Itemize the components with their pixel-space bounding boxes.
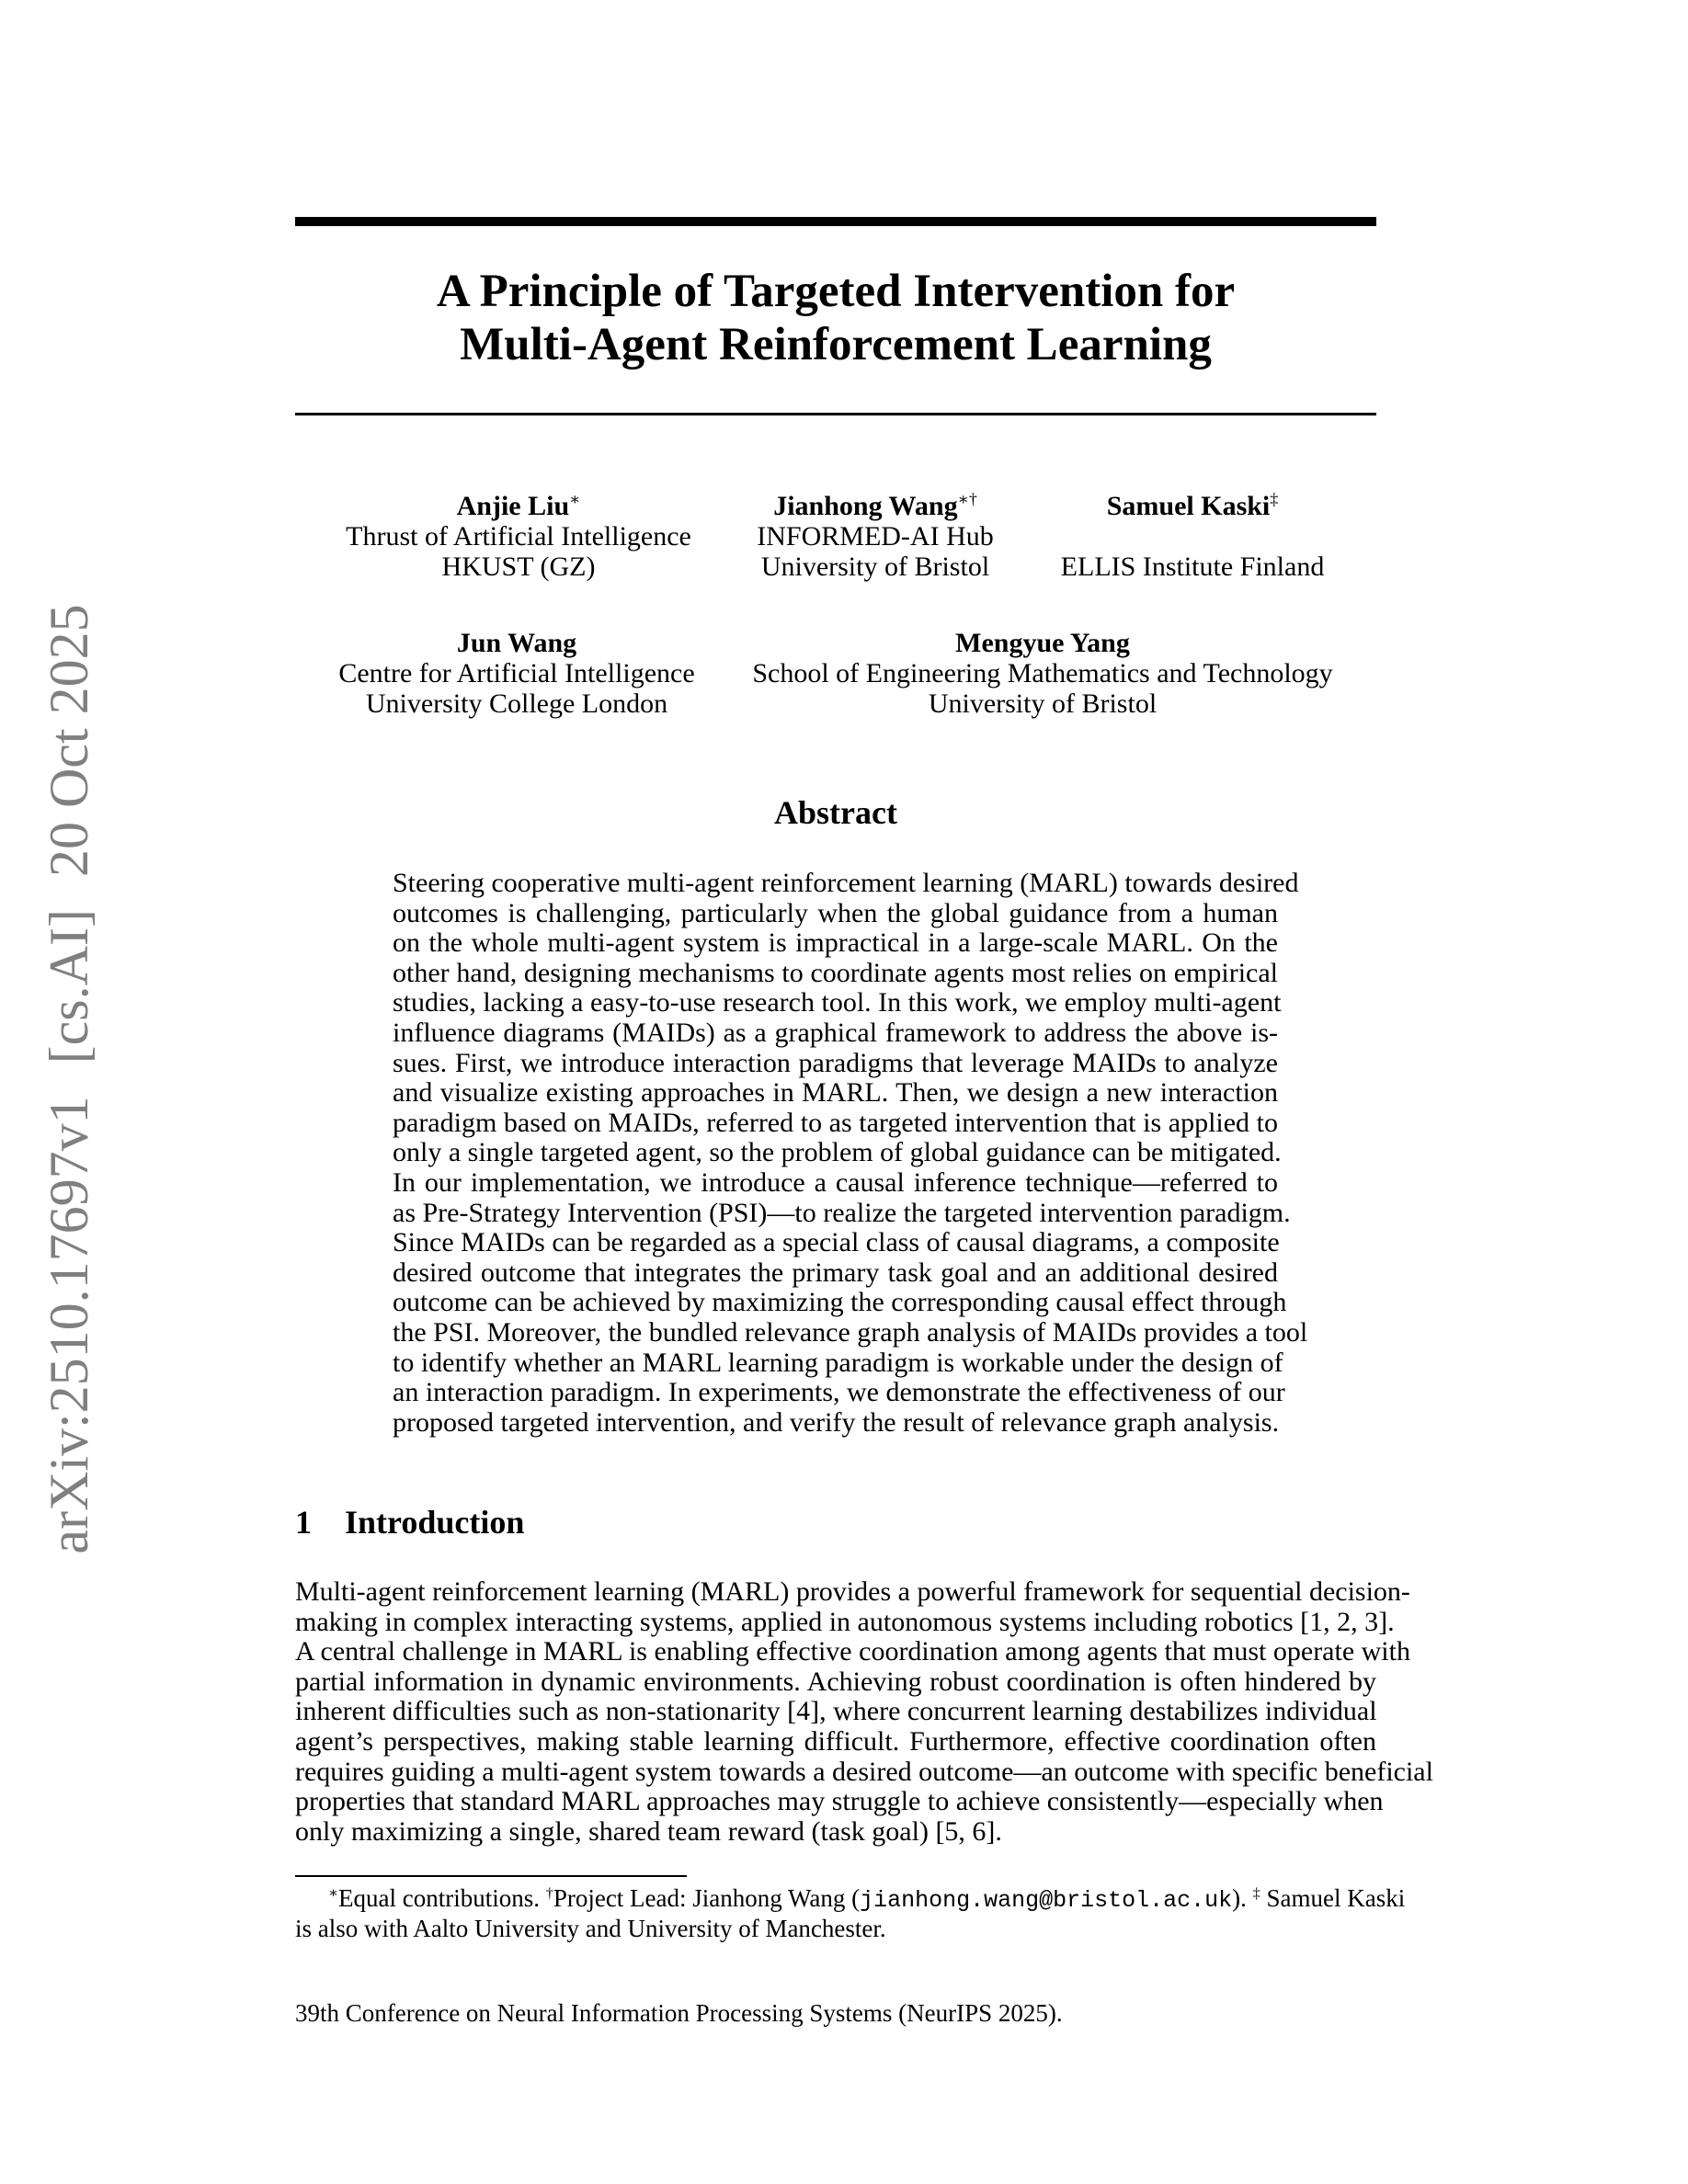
author-name: Anjie Liu: [456, 491, 570, 521]
author-block: [338, 628, 694, 719]
text-line: only maximizing a single, shared team reward (task goal) [5, 6].: [295, 1815, 1002, 1847]
text-line: partial information in dynamic environments. Achieving robust coordination is often hindered by: [295, 1666, 1376, 1697]
author-mark: ‡: [1270, 490, 1279, 509]
text-line: outcome can be achieved by maximizing the corresponding causal effect through: [393, 1287, 1287, 1318]
footnote-rule: [295, 1875, 687, 1877]
text-line: Steering cooperative multi-agent reinforcement learning (MARL) towards desired: [393, 868, 1299, 898]
text-line: properties that standard MARL approaches may struggle to achieve consistently—especially when: [295, 1786, 1384, 1817]
author-affiliation: University College London: [365, 688, 668, 719]
conference-notice: 39th Conference on Neural Information Processing Systems (NeurIPS 2025).: [295, 1999, 1063, 2027]
footnotes: [295, 1884, 1406, 1942]
text-line: inherent difficulties such as non-stationarity [4], where concurrent learning destabilizes individual: [295, 1696, 1377, 1727]
author-mark: ∗: [569, 490, 581, 509]
author-affiliation: INFORMED-AI Hub: [757, 521, 994, 552]
author-affiliation: University of Bristol: [760, 552, 990, 582]
title-line-1: A Principle of Targeted Intervention for: [436, 266, 1236, 317]
text-line: and visualize existing approaches in MARL. Then, we design a new interaction: [393, 1077, 1278, 1109]
paper-title: [295, 265, 1376, 371]
text-line: In our implementation, we introduce a causal inference technique—referred to: [393, 1166, 1278, 1198]
section-heading-introduction: [295, 1504, 524, 1541]
section-title: Introduction: [345, 1504, 525, 1541]
text-line: studies, lacking a easy-to-use research tool. In this work, we employ multi-agent: [393, 987, 1282, 1018]
author-affiliation: School of Engineering Mathematics and Technology: [752, 658, 1333, 688]
text-line: to identify whether an MARL learning paradigm is workable under the design of: [393, 1347, 1283, 1378]
title-bottom-rule: [295, 413, 1376, 415]
text-line: on the whole multi-agent system is impractical in a large-scale MARL. On the: [393, 927, 1278, 959]
footnote-text: Samuel Kaski: [1260, 1884, 1406, 1912]
author-block: [346, 491, 691, 582]
text-line: Since MAIDs can be regarded as a special class of causal diagrams, a composite: [393, 1227, 1280, 1258]
author-block: [1061, 491, 1325, 582]
author-affiliation: University of Bristol: [928, 688, 1158, 719]
footnote-text: ).: [1232, 1884, 1253, 1912]
author-affiliation: Centre for Artificial Intelligence: [338, 658, 695, 688]
text-line: making in complex interacting systems, applied in autonomous systems including robotics [1, 2, 3].: [295, 1606, 1395, 1637]
author-affiliation: HKUST (GZ): [441, 552, 596, 582]
footnote-text: Equal contributions.: [338, 1884, 546, 1912]
text-line: requires guiding a multi-agent system towards a desired outcome—an outcome with specific beneficial: [295, 1756, 1433, 1787]
footnote-line: is also with Aalto University and University of Manchester.: [295, 1915, 886, 1942]
text-line: outcomes is challenging, particularly when the global guidance from a human: [393, 897, 1278, 928]
text-line: agent’s perspectives, making stable learning difficult. Furthermore, effective coordination often: [295, 1725, 1376, 1757]
author-name: Jun Wang: [456, 628, 577, 658]
text-line: other hand, designing mechanisms to coordinate agents most relies on empirical: [393, 957, 1278, 988]
abstract-body: [393, 868, 1308, 1438]
arxiv-side-stamp: [41, 595, 97, 1563]
footnote-mark: ‡: [1252, 1884, 1260, 1902]
author-affiliation: Thrust of Artificial Intelligence: [346, 521, 691, 552]
footnote-text: Project Lead: Jianhong Wang (: [553, 1884, 861, 1912]
arxiv-id: arXiv:2510.17697v1: [39, 1096, 99, 1554]
title-line-2: Multi-Agent Reinforcement Learning: [460, 319, 1212, 370]
text-line: the PSI. Moreover, the bundled relevance graph analysis of MAIDs provides a tool: [393, 1316, 1308, 1348]
text-line: only a single targeted agent, so the problem of global guidance can be mitigated.: [393, 1137, 1282, 1168]
arxiv-category: [cs.AI]: [39, 909, 99, 1064]
email-link[interactable]: jianhong.wang@bristol.ac.uk: [860, 1887, 1233, 1914]
author-name: Samuel Kaski: [1106, 491, 1271, 521]
text-line: Multi-agent reinforcement learning (MARL) provides a powerful framework for sequential decision-: [295, 1576, 1410, 1607]
title-top-rule: [295, 217, 1376, 226]
text-line: an interaction paradigm. In experiments, we demonstrate the effectiveness of our: [393, 1377, 1285, 1408]
author-name: Jianhong Wang: [773, 491, 958, 521]
author-affiliation: ELLIS Institute Finland: [1060, 552, 1325, 582]
footnote-mark: ∗: [328, 1884, 339, 1902]
text-line: paradigm based on MAIDs, referred to as targeted intervention that is applied to: [393, 1107, 1278, 1138]
text-line: A central challenge in MARL is enabling effective coordination among agents that must operate with: [295, 1636, 1410, 1667]
text-line: proposed targeted intervention, and verify the result of relevance graph analysis.: [393, 1406, 1280, 1438]
author-block: [757, 491, 994, 582]
arxiv-date: 20 Oct 2025: [39, 604, 99, 878]
text-line: desired outcome that integrates the primary task goal and an additional desired: [393, 1257, 1278, 1288]
footnote-mark: †: [545, 1884, 553, 1902]
text-line: as Pre-Strategy Intervention (PSI)—to realize the targeted intervention paradigm.: [393, 1197, 1291, 1228]
abstract-heading: Abstract: [774, 794, 897, 831]
author-mark: ∗†: [957, 490, 977, 509]
text-line: sues. First, we introduce interaction paradigms that leverage MAIDs to analyze: [393, 1047, 1278, 1078]
author-name: Mengyue Yang: [955, 628, 1130, 658]
author-block: [752, 628, 1332, 719]
introduction-body: [295, 1576, 1433, 1847]
author-affiliation: [1061, 521, 1325, 552]
section-number: 1: [295, 1504, 312, 1541]
text-line: influence diagrams (MAIDs) as a graphical framework to address the above is-: [393, 1017, 1278, 1048]
